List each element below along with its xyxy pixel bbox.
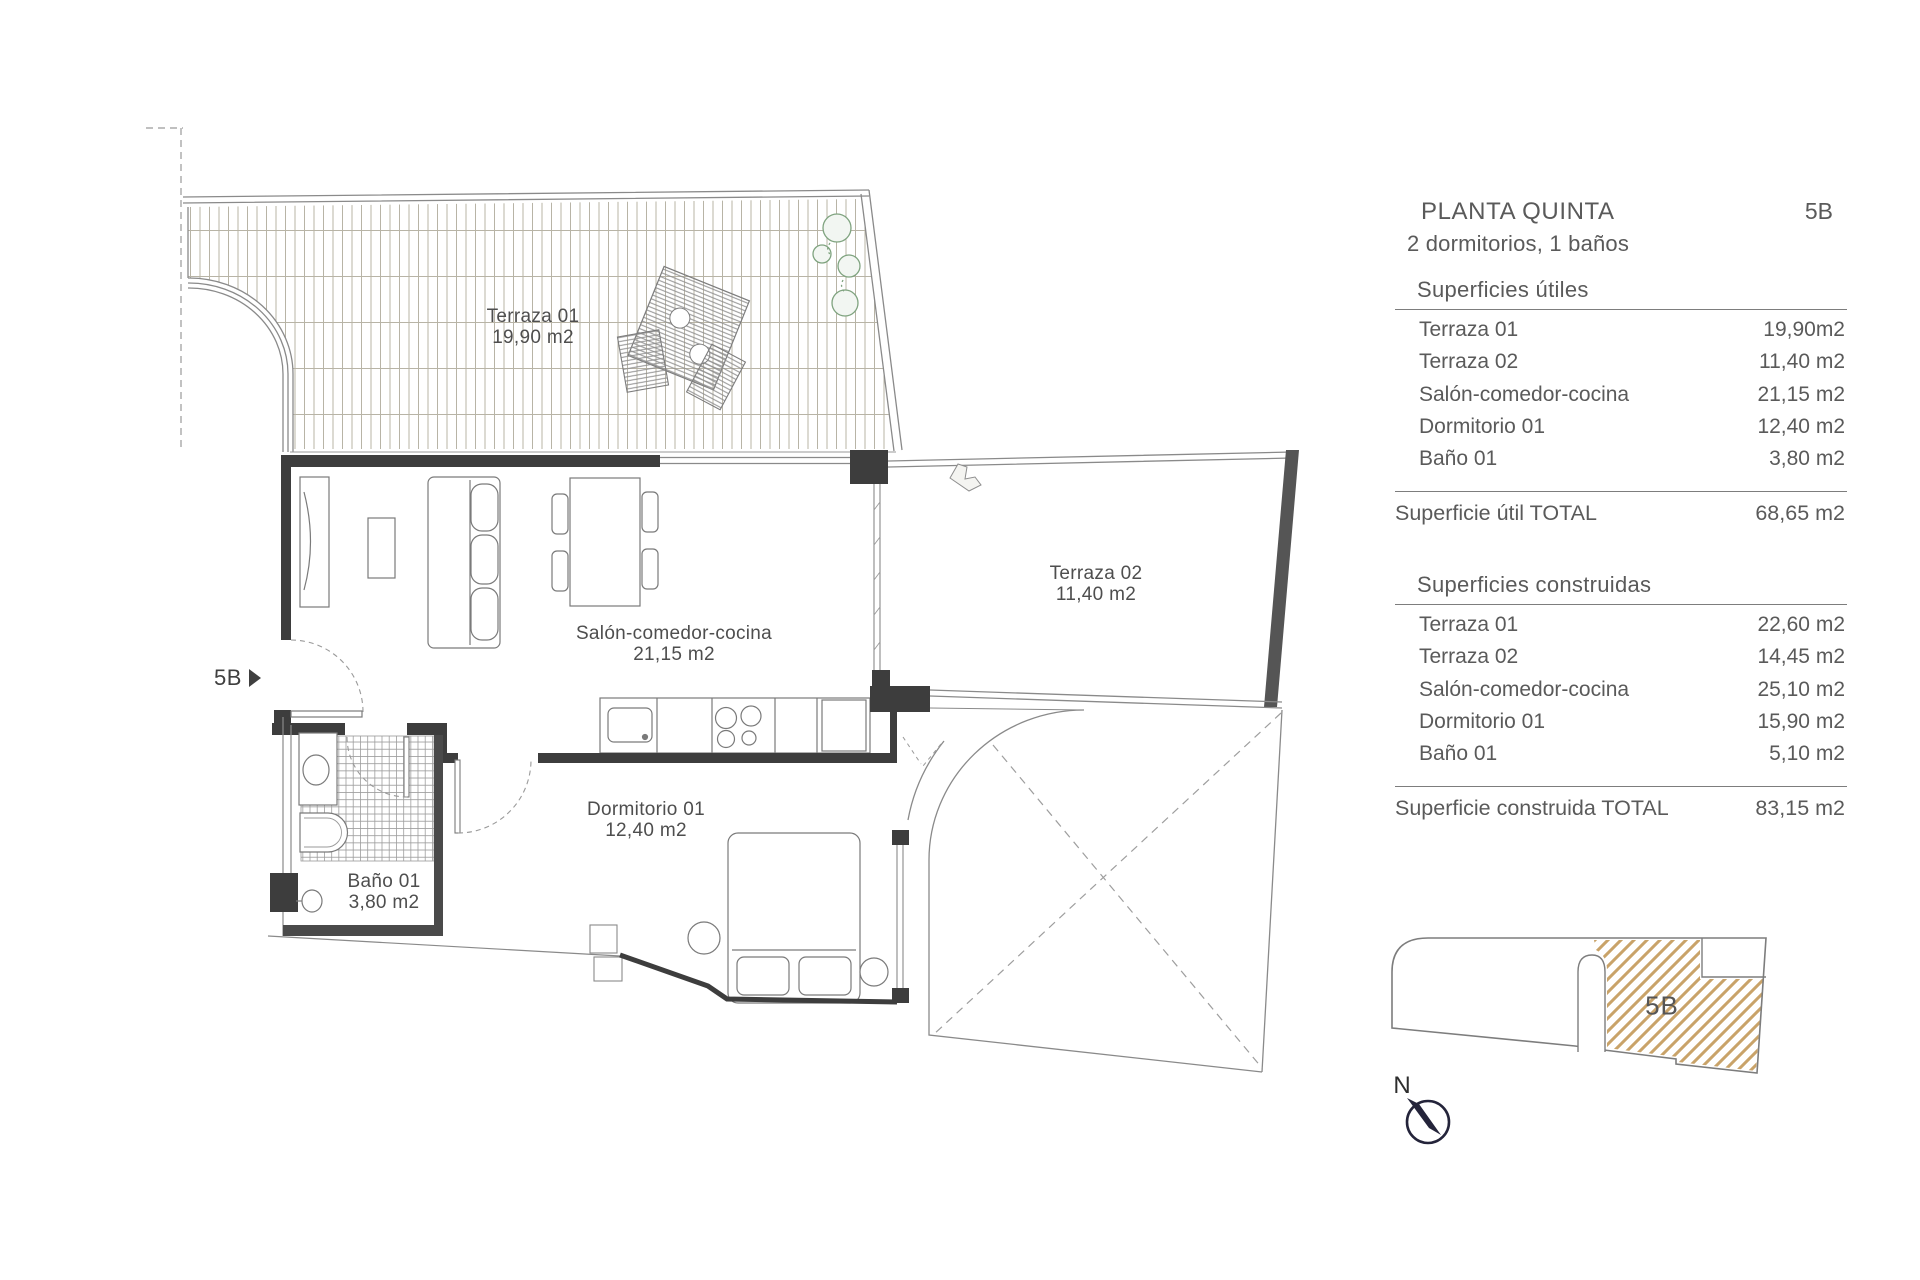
- terraza-01-group: [146, 128, 902, 452]
- surface-data-panel: [1395, 190, 1847, 821]
- railing-deco-icon: [950, 464, 981, 491]
- bathtub-icon: [300, 813, 348, 852]
- table-row: Dormitorio 01 12,40 m2: [1419, 414, 1845, 438]
- bedroom-door: [455, 760, 460, 833]
- terrace-window: [660, 458, 852, 464]
- built-total-row: Superficie construida TOTAL 83,15 m2: [1395, 795, 1845, 820]
- page-title: PLANTA QUINTA: [1421, 198, 1615, 225]
- useful-surfaces-heading: Superficies útiles: [1417, 277, 1589, 302]
- bedroom-window: [897, 840, 903, 990]
- terraza-02-group: [870, 450, 1299, 762]
- kitchen-counter: [600, 698, 870, 753]
- table-row: Baño 01 3,80 m2: [1419, 446, 1845, 470]
- room-label-dormitorio: Dormitorio 01 12,40 m2: [587, 799, 705, 841]
- pillow: [799, 957, 851, 995]
- boundary-dashed-line: [146, 128, 183, 452]
- unit-summary: 2 dormitorios, 1 baños: [1407, 231, 1630, 256]
- table-row: Baño 01 5,10 m2: [1419, 741, 1845, 765]
- keyplan-unit-label: 5B: [1645, 990, 1679, 1021]
- roof-cross-dashed: [932, 713, 1281, 1068]
- side-table: [860, 958, 888, 986]
- washbasin-icon: [303, 755, 329, 785]
- dining-table: [552, 478, 658, 606]
- pillow: [737, 957, 789, 995]
- room-label-bano: Baño 01 3,80 m2: [347, 871, 421, 913]
- roof-area-group: [929, 708, 1282, 1072]
- living-room-group: [274, 450, 888, 753]
- entry-door: [291, 711, 362, 717]
- table-row: Salón-comedor-cocina 21,15 m2: [1419, 382, 1845, 406]
- coffee-table: [368, 518, 395, 578]
- table-row: Dormitorio 01 15,90 m2: [1419, 709, 1845, 733]
- table-row: Terraza 01 22,60 m2: [1419, 613, 1845, 637]
- keyplan-group: [1392, 938, 1766, 1073]
- room-label-salon: Salón-comedor-cocina 21,15 m2: [575, 623, 773, 665]
- room-label-terraza-01: Terraza 01 19,90 m2: [486, 306, 580, 348]
- built-surfaces-heading: Superficies construidas: [1417, 571, 1652, 597]
- table-row: Terraza 01 19,90m2: [1419, 318, 1845, 342]
- useful-total-row: Superficie útil TOTAL 68,65 m2: [1395, 500, 1845, 525]
- bathroom-door: [404, 737, 409, 797]
- side-table: [688, 922, 720, 954]
- table-row: Terraza 02 14,45 m2: [1419, 645, 1845, 669]
- unit-code: 5B: [1804, 198, 1833, 224]
- toilet-icon: [302, 890, 322, 912]
- sofa: [428, 477, 500, 648]
- north-label: N: [1393, 1072, 1411, 1099]
- entry-unit-label: 5B: [214, 665, 242, 690]
- fridge-icon: [822, 700, 866, 751]
- table-row: Salón-comedor-cocina 25,10 m2: [1419, 677, 1845, 701]
- table-row: Terraza 02 11,40 m2: [1419, 350, 1845, 374]
- entry-arrow-icon: [249, 669, 261, 687]
- room-label-terraza-02: Terraza 02 11,40 m2: [1049, 563, 1143, 605]
- north-arrow-icon: [1407, 1098, 1449, 1143]
